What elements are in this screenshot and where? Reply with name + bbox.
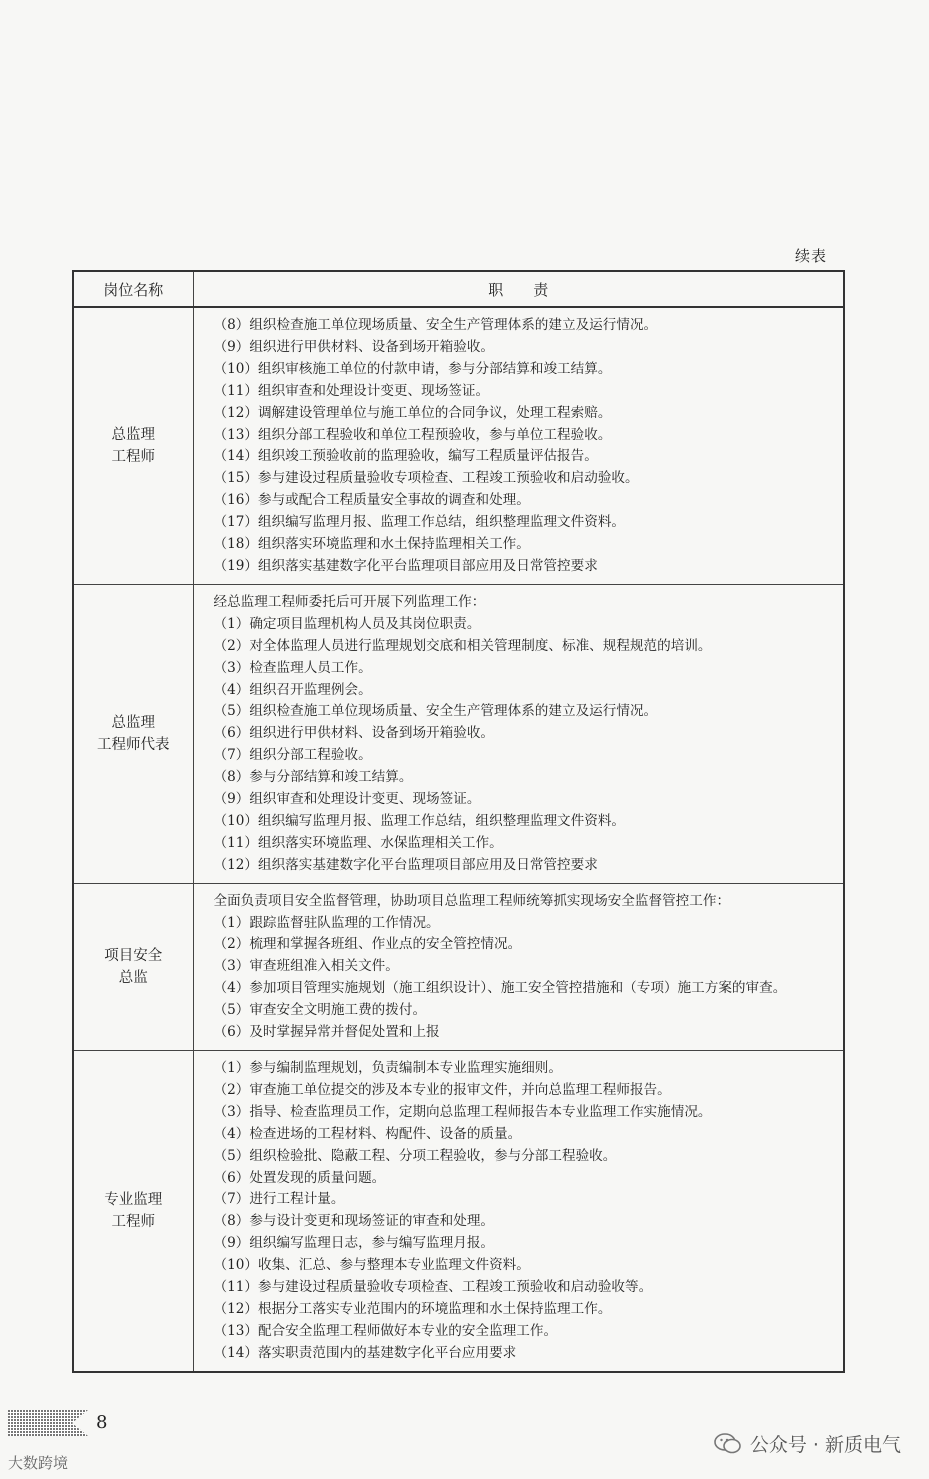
duties-table bbox=[72, 270, 845, 1373]
duty-line: （10）组织审核施工单位的付款申请，参与分部结算和竣工结算。 bbox=[213, 360, 612, 377]
duty-line: （14）落实职责范围内的基建数字化平台应用要求 bbox=[213, 1344, 517, 1361]
role-cell bbox=[73, 584, 193, 883]
role-name-line: 总监 bbox=[118, 969, 148, 986]
duty-line: （1）跟踪监督驻队监理的工作情况。 bbox=[213, 914, 440, 931]
duty-line: （13）配合安全监理工程师做好本专业的安全监理工作。 bbox=[213, 1322, 558, 1339]
duty-line: （4）参加项目管理实施规划（施工组织设计）、施工安全管控措施和（专项）施工方案的审查。 bbox=[213, 980, 787, 997]
role-name-line: 工程师 bbox=[111, 448, 155, 465]
role-name-line: 工程师 bbox=[111, 1213, 155, 1230]
duty-line: （10）组织编写监理月报、监理工作总结，组织整理监理文件资料。 bbox=[213, 812, 626, 829]
duty-line: （6）组织进行甲供材料、设备到场开箱验收。 bbox=[213, 725, 495, 742]
duty-line: （9）组织审查和处理设计变更、现场签证。 bbox=[213, 791, 481, 808]
watermark-right bbox=[714, 1430, 901, 1457]
duty-line: （1）确定项目监理机构人员及其岗位职责。 bbox=[213, 615, 481, 632]
duties-cell bbox=[193, 307, 844, 584]
duty-line: （9）组织编写监理日志，参与编写监理月报。 bbox=[213, 1235, 495, 1252]
duty-line: 全面负责项目安全监督管理，协助项目总监理工程师统筹抓实现场安全监督管控工作： bbox=[213, 892, 731, 909]
role-cell bbox=[73, 307, 193, 584]
duty-line: （12）组织落实基建数字化平台监理项目部应用及日常管控要求 bbox=[213, 856, 598, 873]
watermark-left-text: 大数跨境 bbox=[8, 1454, 69, 1472]
watermark-left bbox=[8, 1452, 68, 1473]
duty-line: （18）组织落实环境监理和水土保持监理相关工作。 bbox=[213, 536, 530, 553]
duty-line: （16）参与或配合工程质量安全事故的调查和处理。 bbox=[213, 492, 530, 509]
table-header-row bbox=[73, 271, 844, 307]
duties-cell bbox=[193, 883, 844, 1050]
header-role: 岗位名称 bbox=[73, 271, 193, 307]
duty-line: （2）梳理和掌握各班组、作业点的安全管控情况。 bbox=[213, 936, 522, 953]
duty-line: （13）组织分部工程验收和单位工程预验收，参与单位工程验收。 bbox=[213, 426, 612, 443]
duties-cell bbox=[193, 1051, 844, 1372]
duty-line: （3）指导、检查监理员工作，定期向总监理工程师报告本专业监理工作实施情况。 bbox=[213, 1103, 712, 1120]
table-row bbox=[73, 1051, 844, 1372]
duty-line: （14）组织竣工预验收前的监理验收，编写工程质量评估报告。 bbox=[213, 448, 598, 465]
duty-line: （11）参与建设过程质量验收专项检查、工程竣工预验收和启动验收等。 bbox=[213, 1279, 653, 1296]
duty-line: （2）审查施工单位提交的涉及本专业的报审文件，并向总监理工程师报告。 bbox=[213, 1081, 671, 1098]
table-row bbox=[73, 883, 844, 1050]
duty-line: （4）检查进场的工程材料、构配件、设备的质量。 bbox=[213, 1125, 522, 1142]
continued-label: 续表 bbox=[794, 247, 827, 265]
duty-line: （11）组织审查和处理设计变更、现场签证。 bbox=[213, 382, 490, 399]
header-duties: 职 责 bbox=[193, 271, 844, 307]
duty-line: （8）组织检查施工单位现场质量、安全生产管理体系的建立及运行情况。 bbox=[213, 317, 658, 333]
duty-line: （5）组织检查施工单位现场质量、安全生产管理体系的建立及运行情况。 bbox=[213, 703, 658, 720]
duty-line: （12）调解建设管理单位与施工单位的合同争议，处理工程索赔。 bbox=[213, 404, 612, 421]
duty-line: （7）进行工程计量。 bbox=[213, 1191, 345, 1208]
duty-line: （9）组织进行甲供材料、设备到场开箱验收。 bbox=[213, 338, 495, 355]
duty-line: （7）组织分部工程验收。 bbox=[213, 747, 372, 764]
duty-line: （17）组织编写监理月报、监理工作总结，组织整理监理文件资料。 bbox=[213, 514, 626, 531]
duty-line: （2）对全体监理人员进行监理规划交底和相关管理制度、标准、规程规范的培训。 bbox=[213, 637, 712, 654]
duty-line: （4）组织召开监理例会。 bbox=[213, 681, 372, 698]
wechat-icon bbox=[714, 1432, 742, 1456]
duty-line: （8）参与分部结算和竣工结算。 bbox=[213, 769, 413, 786]
duty-line: （11）组织落实环境监理、水保监理相关工作。 bbox=[213, 834, 503, 851]
role-name-line: 总监理 bbox=[111, 426, 155, 443]
duty-line: （12）根据分工落实专业范围内的环境监理和水土保持监理工作。 bbox=[213, 1300, 612, 1317]
duty-line: （6）处置发现的质量问题。 bbox=[213, 1169, 386, 1186]
watermark-right-text: 公众号 · 新质电气 bbox=[749, 1434, 901, 1456]
duty-line: （5）审查安全文明施工费的拨付。 bbox=[213, 1002, 427, 1019]
duty-line: （6）及时掌握异常并督促处置和上报 bbox=[213, 1024, 440, 1041]
table-row bbox=[73, 584, 844, 883]
duty-line: （1）参与编制监理规划，负责编制本专业监理实施细则。 bbox=[213, 1060, 562, 1076]
duty-line: （5）组织检验批、隐蔽工程、分项工程验收，参与分部工程验收。 bbox=[213, 1147, 617, 1164]
table-row bbox=[73, 307, 844, 584]
role-cell bbox=[73, 1051, 193, 1372]
duties-cell bbox=[193, 584, 844, 883]
page-corner-mark bbox=[8, 1410, 88, 1436]
page-number: 8 bbox=[96, 1412, 108, 1433]
duty-line: （19）组织落实基建数字化平台监理项目部应用及日常管控要求 bbox=[213, 557, 598, 574]
role-cell bbox=[73, 883, 193, 1050]
role-name-line: 专业监理 bbox=[104, 1191, 163, 1208]
duty-line: （3）审查班组准入相关文件。 bbox=[213, 958, 399, 975]
duty-line: （10）收集、汇总、参与整理本专业监理文件资料。 bbox=[213, 1257, 530, 1274]
duty-line: （3）检查监理人员工作。 bbox=[213, 659, 372, 676]
role-name-line: 项目安全 bbox=[104, 947, 163, 964]
role-name-line: 工程师代表 bbox=[97, 736, 170, 753]
duty-line: （15）参与建设过程质量验收专项检查、工程竣工预验收和启动验收。 bbox=[213, 470, 639, 487]
duty-line: （8）参与设计变更和现场签证的审查和处理。 bbox=[213, 1213, 495, 1230]
role-name-line: 总监理 bbox=[111, 714, 155, 731]
duty-line: 经总监理工程师委托后可开展下列监理工作： bbox=[213, 593, 486, 610]
